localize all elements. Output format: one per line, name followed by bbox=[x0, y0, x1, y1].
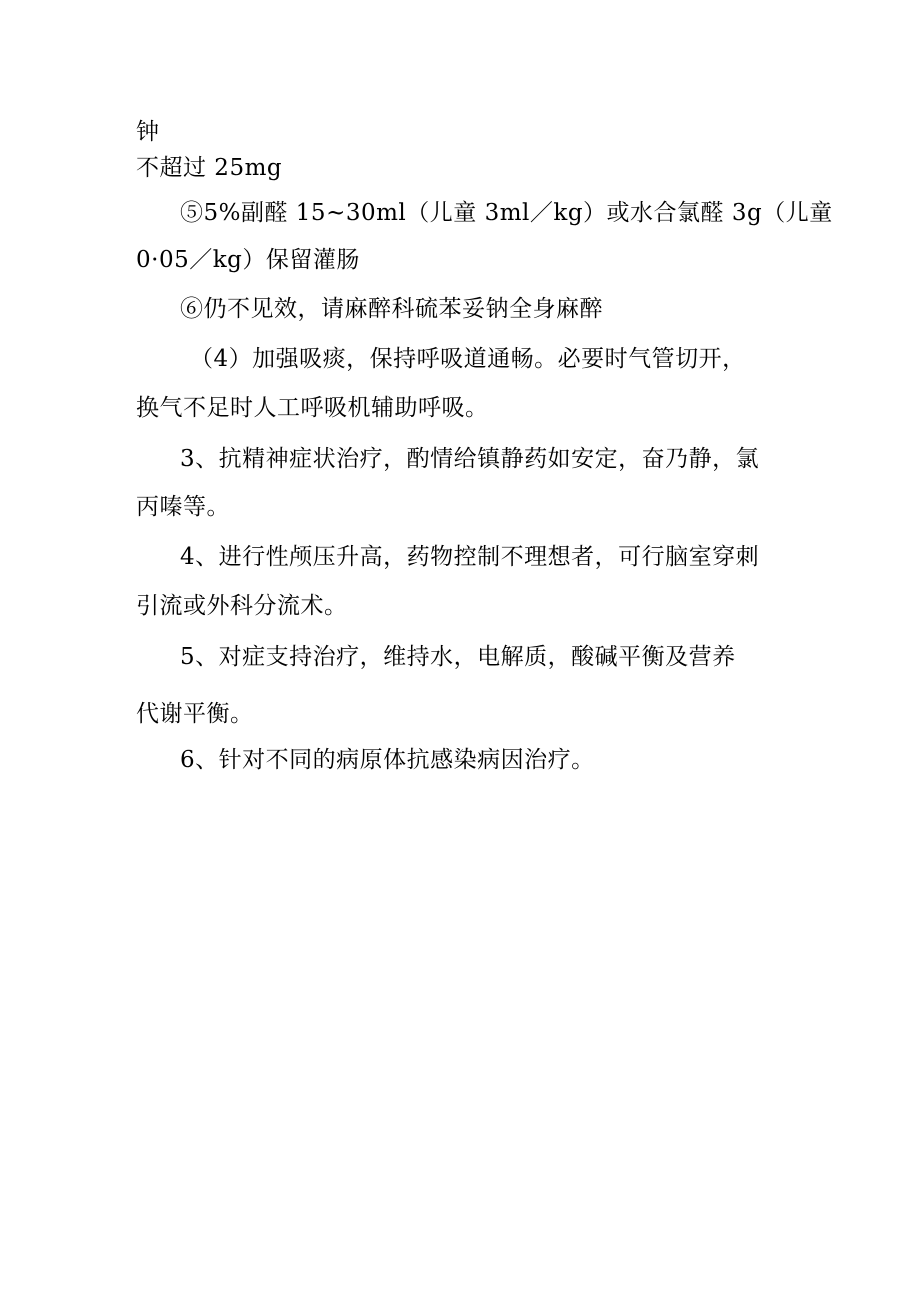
text-line-4: 0·05／kg）保留灌肠 bbox=[136, 247, 360, 273]
text-line-7: 换气不足时人工呼吸机辅助呼吸。 bbox=[136, 395, 489, 421]
text-line-9: 丙嗪等。 bbox=[136, 494, 230, 520]
text-line-12: 5、对症支持治疗，维持水，电解质，酸碱平衡及营养 bbox=[180, 644, 736, 670]
text-line-2: 不超过 25mg bbox=[136, 155, 283, 181]
text-line-11: 引流或外科分流术。 bbox=[136, 593, 348, 619]
text-line-1: 钟 bbox=[136, 119, 160, 145]
text-line-8: 3、抗精神症状治疗，酌情给镇静药如安定，奋乃静，氯 bbox=[180, 446, 760, 472]
text-line-10: 4、进行性颅压升高，药物控制不理想者，可行脑室穿刺 bbox=[180, 544, 760, 570]
text-line-13: 代谢平衡。 bbox=[136, 701, 254, 727]
text-line-14: 6、针对不同的病原体抗感染病因治疗。 bbox=[180, 747, 595, 773]
text-line-3: ⑤5%副醛 15~30ml（儿童 3ml／kg）或水合氯醛 3g（儿童 bbox=[180, 200, 833, 226]
text-line-6: （4）加强吸痰，保持呼吸道通畅。必要时气管切开， bbox=[190, 346, 746, 372]
text-line-5: ⑥仍不见效，请麻醉科硫苯妥钠全身麻醉 bbox=[180, 296, 603, 322]
